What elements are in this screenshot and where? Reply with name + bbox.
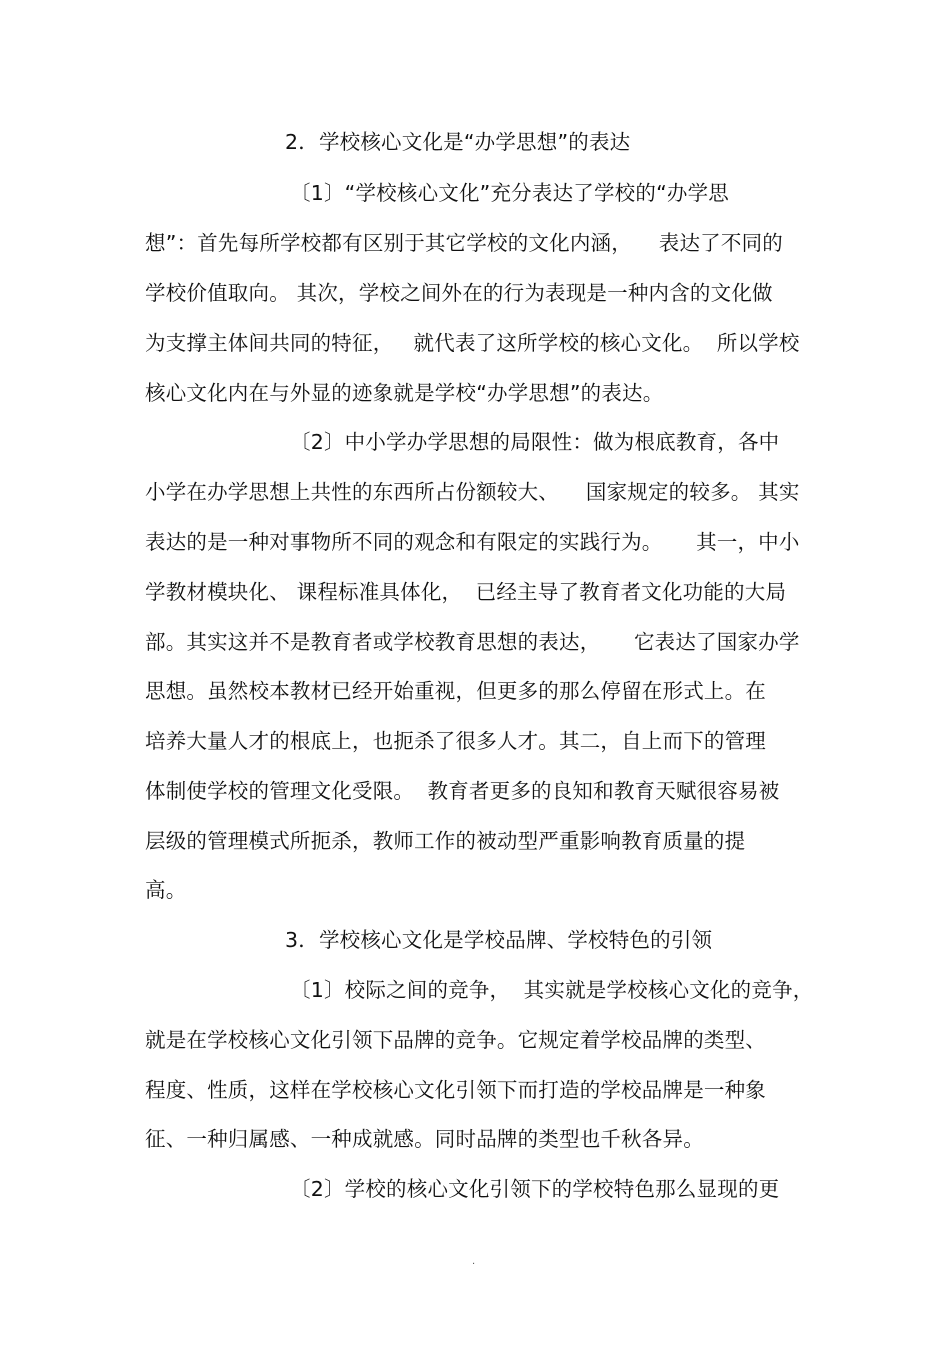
paragraph-line: 培养大量人才的根底上，也扼杀了很多人才。其二，自上而下的管理 <box>145 729 766 753</box>
paragraph-line: 核心文化内在与外显的迹象就是学校“办学思想”的表达。 <box>145 381 664 405</box>
paragraph-line: 思想。虽然校本教材已经开始重视，但更多的那么停留在形式上。在 <box>145 679 766 703</box>
paragraph-line: 高。 <box>145 878 187 902</box>
paragraph-line: 层级的管理模式所扼杀，教师工作的被动型严重影响教育质量的提 <box>145 829 746 853</box>
paragraph-line: 〔2〕中小学办学思想的局限性：做为根底教育，各中 <box>290 430 780 454</box>
paragraph-line: 学校价值取向。 其次，学校之间外在的行为表现是一种内含的文化做 <box>145 281 773 305</box>
paragraph-line: 想”：首先每所学校都有区别于其它学校的文化内涵， 表达了不同的 <box>145 231 783 255</box>
paragraph-line: 表达的是一种对事物所不同的观念和有限定的实践行为。 其一，中小 <box>145 530 800 554</box>
section-heading-2: 2．学校核心文化是“办学思想”的表达 <box>285 130 631 154</box>
paragraph-line: 小学在办学思想上共性的东西所占份额较大、 国家规定的较多。 其实 <box>145 480 800 504</box>
paragraph-line: 学教材模块化、 课程标准具体化， 已经主导了教育者文化功能的大局 <box>145 580 787 604</box>
paragraph-line: 征、一种归属感、一种成就感。同时品牌的类型也千秋各异。 <box>145 1127 704 1151</box>
paragraph-line: 〔1〕“学校核心文化”充分表达了学校的“办学思 <box>290 181 730 205</box>
paragraph-line: 程度、性质，这样在学校核心文化引领下而打造的学校品牌是一种象 <box>145 1078 766 1102</box>
paragraph-line: 〔2〕学校的核心文化引领下的学校特色那么显现的更 <box>290 1177 780 1201</box>
paragraph-line: 就是在学校核心文化引领下品牌的竞争。它规定着学校品牌的类型、 <box>145 1028 766 1052</box>
paragraph-line: 为支撑主体间共同的特征， 就代表了这所学校的核心文化。 所以学校 <box>145 331 800 355</box>
page-marker: . <box>472 1256 476 1267</box>
paragraph-line: 体制使学校的管理文化受限。 教育者更多的良知和教育天赋很容易被 <box>145 779 780 803</box>
paragraph-line: 部。其实这并不是教育者或学校教育思想的表达， 它表达了国家办学 <box>145 630 800 654</box>
section-heading-3: 3．学校核心文化是学校品牌、学校特色的引领 <box>285 928 713 952</box>
paragraph-line: 〔1〕校际之间的竞争， 其实就是学校核心文化的竞争， <box>290 978 814 1002</box>
